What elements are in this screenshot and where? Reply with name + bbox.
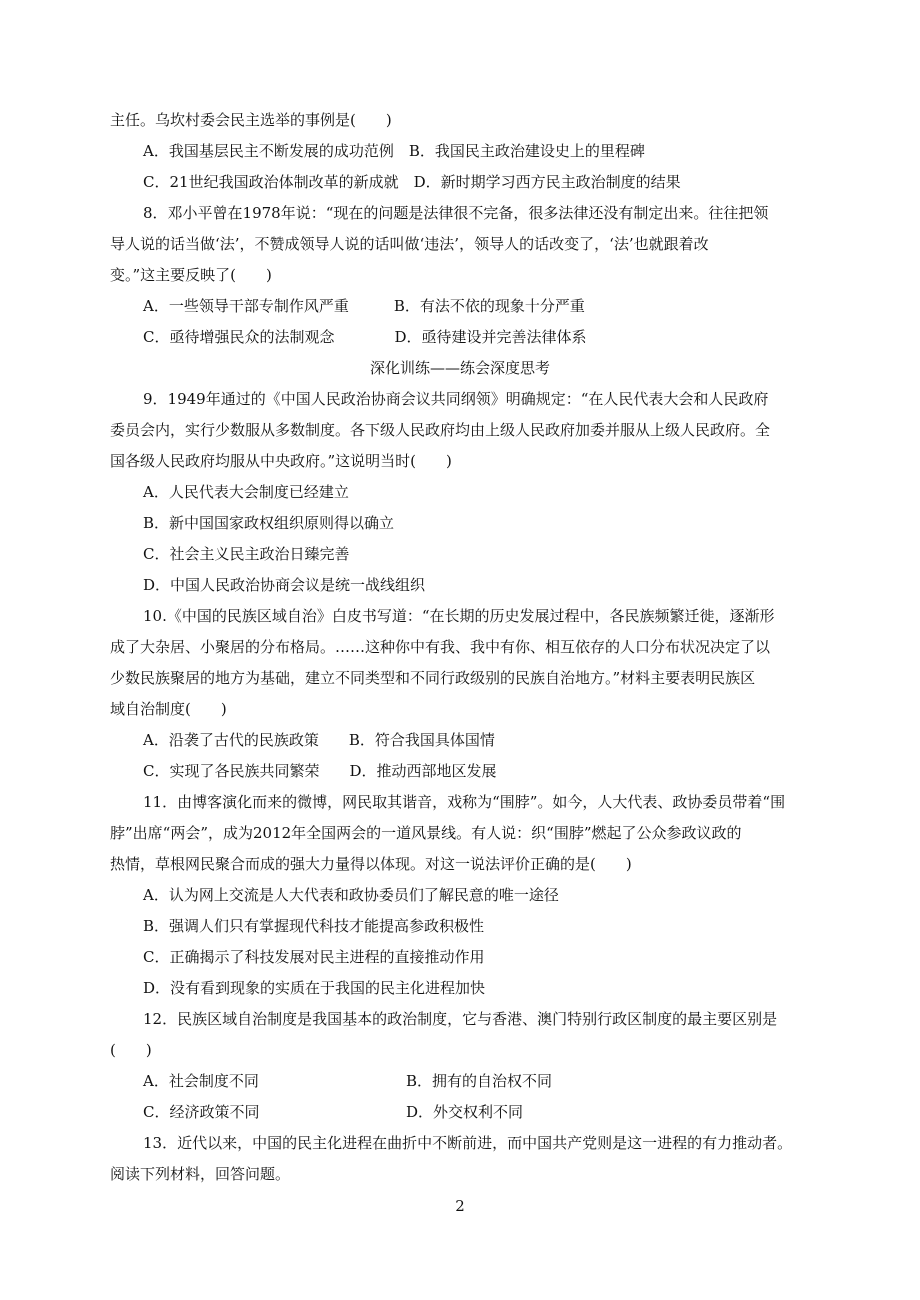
option-row <box>143 1071 843 1091</box>
text-line: 少数民族聚居的地方为基础，建立不同类型和不同行政级别的民族自治地方。”材料主要表明民族区 <box>110 669 756 687</box>
text-line: 热情，草根网民聚合而成的强大力量得以体现。对这一说法评价正确的是( ) <box>110 855 632 873</box>
option-c: C．经济政策不同 <box>143 1103 260 1121</box>
text-line: 导人说的话当做‘法’，不赞成领导人说的话叫做‘违法’，领导人的话改变了，‘法’也就跟着改 <box>110 235 709 253</box>
text-line: 阅读下列材料，回答问题。 <box>110 1165 291 1183</box>
option-line: C．实现了各民族共同繁荣 D．推动西部地区发展 <box>143 762 497 780</box>
question-8-text: 8．邓小平曾在1978年说：“现在的问题是法律很不完备，很多法律还没有制定出来。往往把领 <box>143 204 769 222</box>
option-line: A．一些领导干部专制作风严重 B．有法不依的现象十分严重 <box>143 297 585 315</box>
text-line: 主任。乌坎村委会民主选举的事例是( ) <box>110 111 392 129</box>
option-line: C．社会主义民主政治日臻完善 <box>143 545 350 563</box>
option-b: B．拥有的自治权不同 <box>406 1072 553 1090</box>
option-line: C．21世纪我国政治体制改革的新成就 D．新时期学习西方民主政治制度的结果 <box>143 173 681 191</box>
option-line: B．新中国国家政权组织原则得以确立 <box>143 514 395 532</box>
option-row <box>143 1102 843 1122</box>
question-13-text: 13．近代以来，中国的民主化进程在曲折中不断前进，而中国共产党则是这一进程的有力推动者。 <box>143 1134 793 1152</box>
option-line: D．没有看到现象的实质在于我国的民主化进程加快 <box>143 979 486 997</box>
text-line: 脖”出席“两会”，成为2012年全国两会的一道风景线。有人说：织“围脖”燃起了公众参政议政的 <box>110 824 742 842</box>
section-heading: 深化训练——练会深度思考 <box>369 359 550 377</box>
text-line: 国各级人民政府均服从中央政府。”这说明当时( ) <box>110 452 452 470</box>
question-9-text: 9．1949年通过的《中国人民政治协商会议共同纲领》明确规定：“在人民代表大会和人民政府 <box>143 390 769 408</box>
question-11-text: 11．由博客演化而来的微博，网民取其谐音，戏称为“围脖”。如今，人大代表、政协委员带着“围 <box>143 793 786 811</box>
option-line: D．中国人民政治协商会议是统一战线组织 <box>143 576 426 594</box>
option-line: C．正确揭示了科技发展对民主进程的直接推动作用 <box>143 948 485 966</box>
option-d: D．外交权利不同 <box>406 1103 524 1121</box>
page-number: 2 <box>455 1197 465 1215</box>
text-line: 变。”这主要反映了( ) <box>110 266 272 284</box>
option-a: A．社会制度不同 <box>143 1072 259 1090</box>
text-line: 委员会内，实行少数服从多数制度。各下级人民政府均由上级人民政府加委并服从上级人民政府。全 <box>110 421 771 439</box>
text-line: 成了大杂居、小聚居的分布格局。……这种你中有我、我中有你、相互依存的人口分布状况决定了以 <box>110 638 771 656</box>
question-12-text: 12．民族区域自治制度是我国基本的政治制度，它与香港、澳门特别行政区制度的最主要区别是 <box>143 1010 778 1028</box>
option-line: A．沿袭了古代的民族政策 B．符合我国具体国情 <box>143 731 495 749</box>
text-line: ( ) <box>110 1041 152 1059</box>
text-line: 域自治制度( ) <box>110 700 227 718</box>
option-line: B．强调人们只有掌握现代科技才能提高参政积极性 <box>143 917 485 935</box>
option-line: A．认为网上交流是人大代表和政协委员们了解民意的唯一途径 <box>143 886 559 904</box>
option-line: C．亟待增强民众的法制观念 D．亟待建设并完善法律体系 <box>143 328 587 346</box>
question-10-text: 10.《中国的民族区域自治》白皮书写道：“在长期的历史发展过程中，各民族频繁迁徙，逐渐形 <box>143 607 775 625</box>
option-line: A．人民代表大会制度已经建立 <box>143 483 349 501</box>
option-line: A．我国基层民主不断发展的成功范例 B．我国民主政治建设史上的里程碑 <box>143 142 645 160</box>
